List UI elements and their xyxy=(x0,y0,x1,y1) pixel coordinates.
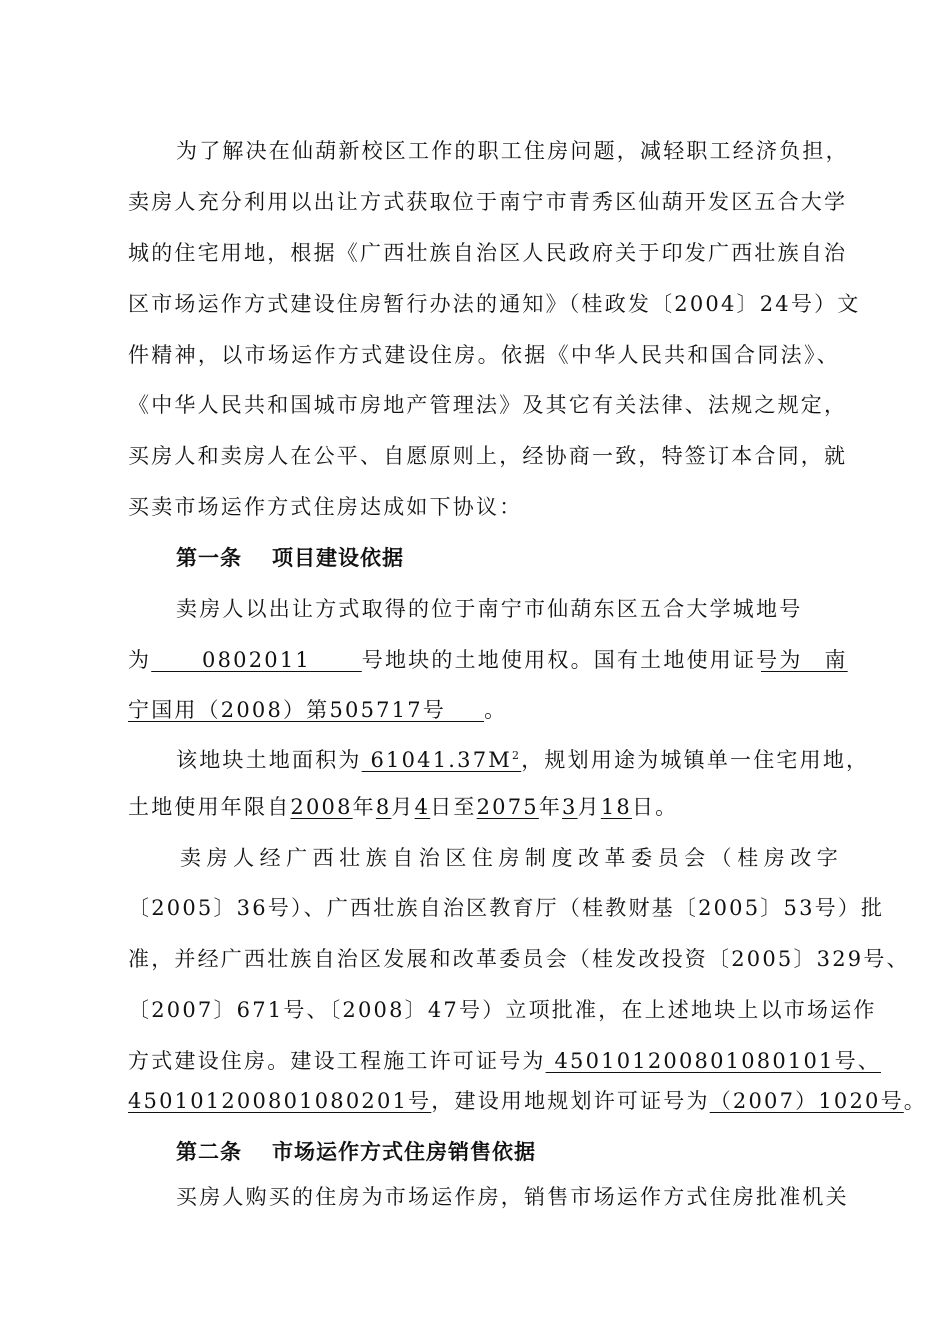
construction-permit-number-2: 450101200801080201号 xyxy=(128,1089,432,1113)
land-area-value: $61041.37M^2$ xyxy=(370,748,522,772)
article-1-number: 第一条 xyxy=(176,545,242,570)
term-end-day: 18 xyxy=(600,795,632,819)
preamble-line-3: 城的住宅用地，根据《广西壮族自治区人民政府关于印发广西壮族自治 xyxy=(128,241,848,265)
preamble-line-5: 件精神，以市场运作方式建设住房。依据《中华人民共和国合同法》、 xyxy=(128,343,840,367)
preamble-line-1: 为了解决在仙葫新校区工作的职工住房问题，减轻职工经济负担， xyxy=(176,139,849,163)
article-1-p1-line-3: 宁国用（2008）第505717号 。 xyxy=(128,698,508,722)
land-use-term-line: 土地使用年限自2008年8月4日至2075年3月18日。 xyxy=(128,795,679,819)
permit-line-2: 450101200801080201号，建设用地规划许可证号为（2007）1020号。 xyxy=(128,1089,927,1113)
certificate-number-part2: 宁国用（2008）第505717号 xyxy=(128,698,447,722)
approval-line-2: 〔2005〕36号）、广西壮族自治区教育厅（桂教财基〔2005〕53号）批 xyxy=(128,896,885,920)
term-start-year: 2008 xyxy=(290,795,353,819)
land-area-line: 该地块土地面积为 $61041.37M^2$，规划用途为城镇单一住宅用地， xyxy=(176,748,870,772)
preamble-line-7: 买房人和卖房人在公平、自愿原则上，经协商一致，特签订本合同，就 xyxy=(128,444,848,468)
preamble-line-4: 区市场运作方式建设住房暂行办法的通知》（桂政发〔2004〕24号）文 xyxy=(128,292,861,316)
preamble-line-6: 《中华人民共和国城市房地产管理法》及其它有关法律、法规之规定， xyxy=(128,393,848,417)
approval-line-4: 〔2007〕671号、〔2008〕47号）立项批准，在上述地块上以市场运作 xyxy=(128,998,877,1022)
article-2-title: 市场运作方式住房销售依据 xyxy=(272,1139,536,1164)
term-end-year: 2075 xyxy=(476,795,539,819)
preamble-line-8: 买卖市场运作方式住房达成如下协议： xyxy=(128,495,523,519)
article-2-heading xyxy=(176,1137,888,1167)
permit-line-1: 方式建设住房。建设工程施工许可证号为 450101200801080101号、 xyxy=(128,1049,881,1073)
term-start-day: 4 xyxy=(414,795,431,819)
article-1-title: 项目建设依据 xyxy=(272,545,404,570)
article-2-p1-line-1: 买房人购买的住房为市场运作房，销售市场运作方式住房批准机关 xyxy=(176,1185,849,1209)
term-start-month: 8 xyxy=(375,795,392,819)
article-2-number: 第二条 xyxy=(176,1139,242,1164)
planning-permit-number: （2007）1020号 xyxy=(709,1089,904,1113)
approval-line-1: 卖房人经广西壮族自治区住房制度改革委员会（桂房改字 xyxy=(180,846,840,870)
approval-line-3: 准，并经广西壮族自治区发展和改革委员会（桂发改投资〔2005〕329号、 xyxy=(128,947,910,971)
certificate-number-part1: 南 xyxy=(824,648,848,672)
article-1-p1-line-1: 卖房人以出让方式取得的位于南宁市仙葫东区五合大学城地号 xyxy=(176,597,803,621)
parcel-number-field: 0802011 xyxy=(202,648,311,672)
preamble-line-2: 卖房人充分利用以出让方式获取位于南宁市青秀区仙葫开发区五合大学 xyxy=(128,190,848,214)
construction-permit-number-1: 450101200801080101号、 xyxy=(554,1049,881,1073)
term-end-month: 3 xyxy=(562,795,578,819)
article-1-heading xyxy=(176,543,888,573)
article-1-p1-line-2: 为 0802011 号地块的土地使用权。国有土地使用证号为 南 xyxy=(128,645,840,675)
